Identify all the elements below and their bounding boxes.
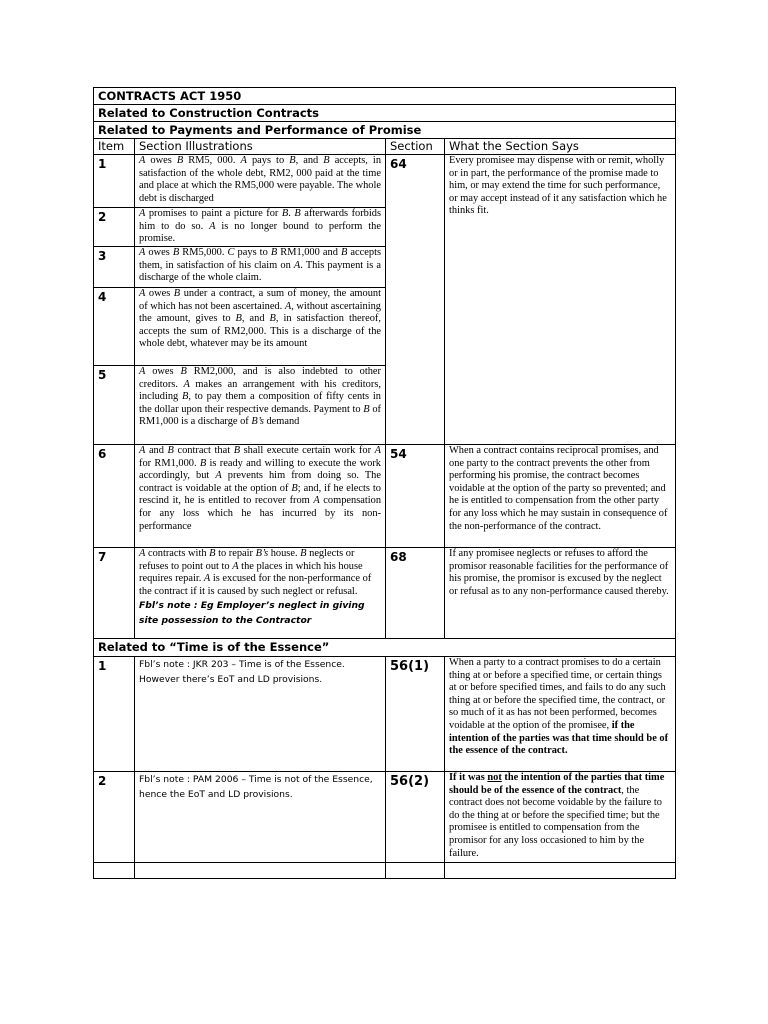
section-text: When a party to a contract promises to do a certain thing at or before a specified time, or certain things at or before specified times, and fails to do any such thing at or before the specified time, the contract, or so much of it as has not been performed, becomes voidable at the option of the promisee, if the intention of the parties was that time should be of the essence of the contract.	[445, 657, 676, 772]
illustration-cell: A owes B RM5, 000. A pays to B, and B accepts, in satisfaction of the whole debt, RM2, 000 paid at the time and place at which the RM5,000 were payable. The whole debt is discharged	[135, 155, 386, 208]
construction-contracts-heading: Related to Construction Contracts	[94, 105, 676, 122]
empty-cell	[386, 863, 445, 879]
section-number: 64	[386, 155, 445, 445]
illustration-cell: A owes B RM5,000. C pays to B RM1,000 and B accepts them, in satisfaction of his claim on A. This payment is a discharge of the whole claim.	[135, 247, 386, 288]
title-row	[94, 88, 676, 105]
item-number: 5	[94, 366, 135, 445]
fbl-note: Fbl’s note : Eg Employer’s neglect in giving site possession to the Contractor	[139, 600, 365, 627]
item-number: 6	[94, 445, 135, 548]
section-text: Every promisee may dispense with or remit, wholly or in part, the performance of the promise made to him, or may extend the time for such performance, or may accept instead of it any satisfaction which he thinks fit.	[445, 155, 676, 445]
illustration-cell	[135, 548, 386, 639]
table-row	[94, 657, 676, 772]
act-title: CONTRACTS ACT 1950	[94, 88, 676, 105]
empty-cell	[445, 863, 676, 879]
item-number: 2	[94, 772, 135, 863]
section-number: 56(2)	[386, 772, 445, 863]
column-header-item: Item	[94, 139, 135, 155]
section-number: 56(1)	[386, 657, 445, 772]
item-number: 2	[94, 208, 135, 247]
item-number: 3	[94, 247, 135, 288]
subtitle-row	[94, 105, 676, 122]
illustration-cell: A owes B RM2,000, and is also indebted to other creditors. A makes an arrangement with his creditors, including B, to pay them a composition of fifty cents in the dollar upon their respective demands. Payment to B of RM1,000 is a discharge of B’s demand	[135, 366, 386, 445]
item-number: 4	[94, 288, 135, 366]
illustration-cell: A owes B under a contract, a sum of money, the amount of which has not been ascertained. A, without ascertaining the amount, gives to B, and B, in satisfaction thereof, accepts the sum of RM2,000. This is a discharge of the whole debt, whatever may be its amount	[135, 288, 386, 366]
section-text: If it was not the intention of the parties that time should be of the essence of the contract, the contract does not become voidable by the failure to do the thing at or before the specified time; but the promisee is entitled to compensation from the promisor for any loss occasioned to him by the failure.	[445, 772, 676, 863]
table-row	[94, 445, 676, 548]
column-header-illustrations: Section Illustrations	[135, 139, 386, 155]
item-number: 1	[94, 657, 135, 772]
time-essence-heading: Related to “Time is of the Essence”	[94, 639, 676, 657]
section-heading-row	[94, 122, 676, 139]
payments-performance-heading: Related to Payments and Performance of Promise	[94, 122, 676, 139]
empty-cell	[135, 863, 386, 879]
column-header-section: Section	[386, 139, 445, 155]
table-row	[94, 155, 676, 208]
item-number: 1	[94, 155, 135, 208]
empty-cell	[94, 863, 135, 879]
illustration-text: A contracts with B to repair B’s house. B neglects or refuses to point out to A the places in which his house requires repair. A is excused for the non-performance of the contract if it is caused by such neglect or refusal.	[139, 548, 372, 597]
contracts-act-document	[93, 87, 675, 879]
table-row	[94, 772, 676, 863]
illustration-cell: A and B contract that B shall execute certain work for A for RM1,000. B is ready and willing to execute the work accordingly, but A prevents him from doing so. The contract is voidable at the option of B; and, if he elects to rescind it, he is entitled to recover from A compensation for any loss which he has incurred by its non-performance	[135, 445, 386, 548]
section-number: 68	[386, 548, 445, 639]
fbl-note: Fbl’s note : JKR 203 – Time is of the Essence. However there’s EoT and LD provisions.	[135, 657, 386, 772]
section-number: 54	[386, 445, 445, 548]
table-row	[94, 548, 676, 639]
empty-row	[94, 863, 676, 879]
fbl-note: Fbl’s note : PAM 2006 – Time is not of the Essence, hence the EoT and LD provisions.	[135, 772, 386, 863]
section-text: When a contract contains reciprocal promises, and one party to the contract prevents the other from performing his promise, the contract becomes voidable at the option of the party so prevented; and he is entitled to compensation from the other party for any loss which he may sustain in consequence of the non-performance of the contract.	[445, 445, 676, 548]
contracts-table	[93, 87, 676, 879]
column-header-what-section-says: What the Section Says	[445, 139, 676, 155]
section-text: If any promisee neglects or refuses to afford the promisor reasonable facilities for the performance of his promise, the promisor is excused by the neglect or refusal as to any non-performance caused thereby.	[445, 548, 676, 639]
illustration-cell: A promises to paint a picture for B. B afterwards forbids him to do so. A is no longer bound to perform the promise.	[135, 208, 386, 247]
item-number: 7	[94, 548, 135, 639]
time-essence-heading-row	[94, 639, 676, 657]
column-header-row	[94, 139, 676, 155]
